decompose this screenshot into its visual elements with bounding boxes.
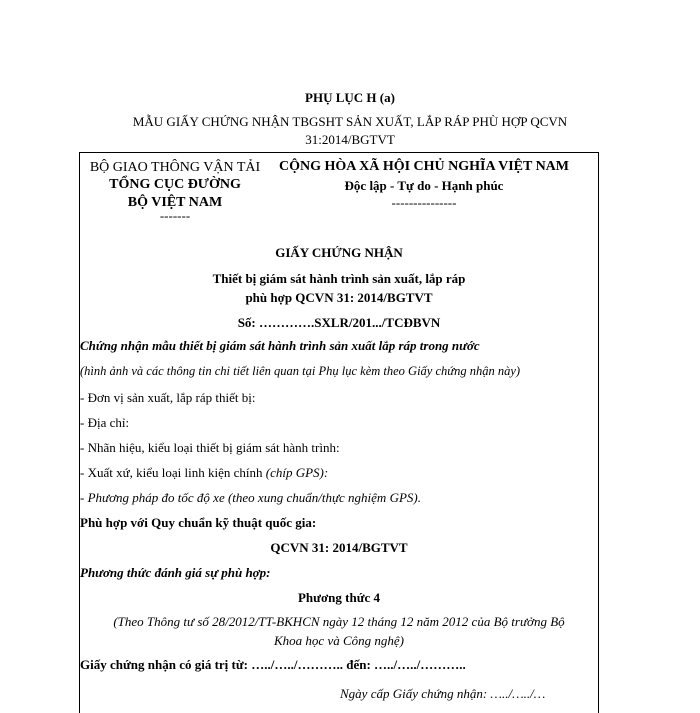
standard-code: QCVN 31: 2014/BGTVT [270, 540, 408, 555]
certificate-desc-line1: Thiết bị giám sát hành trình sản xuất, lắp ráp [212, 271, 466, 286]
certificate-number: Số: ………….SXLR/201.../TCĐBVN [237, 315, 441, 330]
appendix-title: PHỤ LỤC H (a) [305, 90, 395, 105]
assessment-method-label: Phương thức đánh giá sự phù hợp: [80, 565, 271, 580]
certificate-title: GIẤY CHỨNG NHẬN [275, 245, 403, 260]
issuer-ministry: BỘ GIAO THÔNG VẬN TẢI [89, 160, 261, 175]
validity-period: Giấy chứng nhận có giá trị từ: …../…../……….. đến: …../…../……….. [80, 657, 466, 672]
nation-rule: --------------- [391, 195, 457, 210]
method-note-line2: Khoa học và Công nghệ) [274, 633, 404, 648]
method-note-line1: (Theo Thông tư số 28/2012/TT-BKHCN ngày 12 tháng 12 năm 2012 của Bộ trưởng Bộ [113, 614, 565, 629]
nation-motto: Độc lập - Tự do - Hạnh phúc [344, 178, 504, 193]
issue-date: Ngày cấp Giấy chứng nhận: …../…../… [340, 686, 546, 701]
appendix-note: (hình ảnh và các thông tin chi tiết liên quan tại Phụ lục kèm theo Giấy chứng nhận này) [80, 364, 521, 378]
issuer-agency-line1: TỔNG CỤC ĐƯỜNG [109, 177, 241, 192]
field-origin [80, 465, 328, 481]
field-address: - Địa chỉ: [80, 415, 130, 430]
field-origin-italic: (chíp GPS): [265, 465, 329, 480]
certification-statement: Chứng nhận mẫu thiết bị giám sát hành trình sản xuất lắp ráp trong nước [80, 338, 480, 353]
appendix-subtitle: MẪU GIẤY CHỨNG NHẬN TBGSHT SẢN XUẤT, LẮP RÁP PHÙ HỢP QCVN 31:2014/BGTVT [132, 114, 568, 147]
field-manufacturer: - Đơn vị sản xuất, lắp ráp thiết bị: [80, 390, 256, 405]
field-origin-label: - Xuất xứ, kiểu loại linh kiện chính [80, 465, 266, 480]
conformity-label: Phù hợp với Quy chuẩn kỹ thuật quốc gia: [80, 515, 317, 530]
certificate-desc-line2: phù hợp QCVN 31: 2014/BGTVT [245, 290, 433, 305]
nation-name: CỘNG HÒA XÃ HỘI CHỦ NGHĨA VIỆT NAM [278, 159, 569, 174]
field-speed-method: - Phương pháp đo tốc độ xe (theo xung chuẩn/thực nghiệm GPS). [80, 490, 421, 505]
issuer-rule: ------- [159, 208, 191, 223]
field-brand-model: - Nhãn hiệu, kiểu loại thiết bị giám sát hành trình: [80, 440, 340, 455]
assessment-method: Phương thức 4 [297, 590, 381, 605]
issuer-agency-line2: BỘ VIỆT NAM [127, 195, 223, 210]
